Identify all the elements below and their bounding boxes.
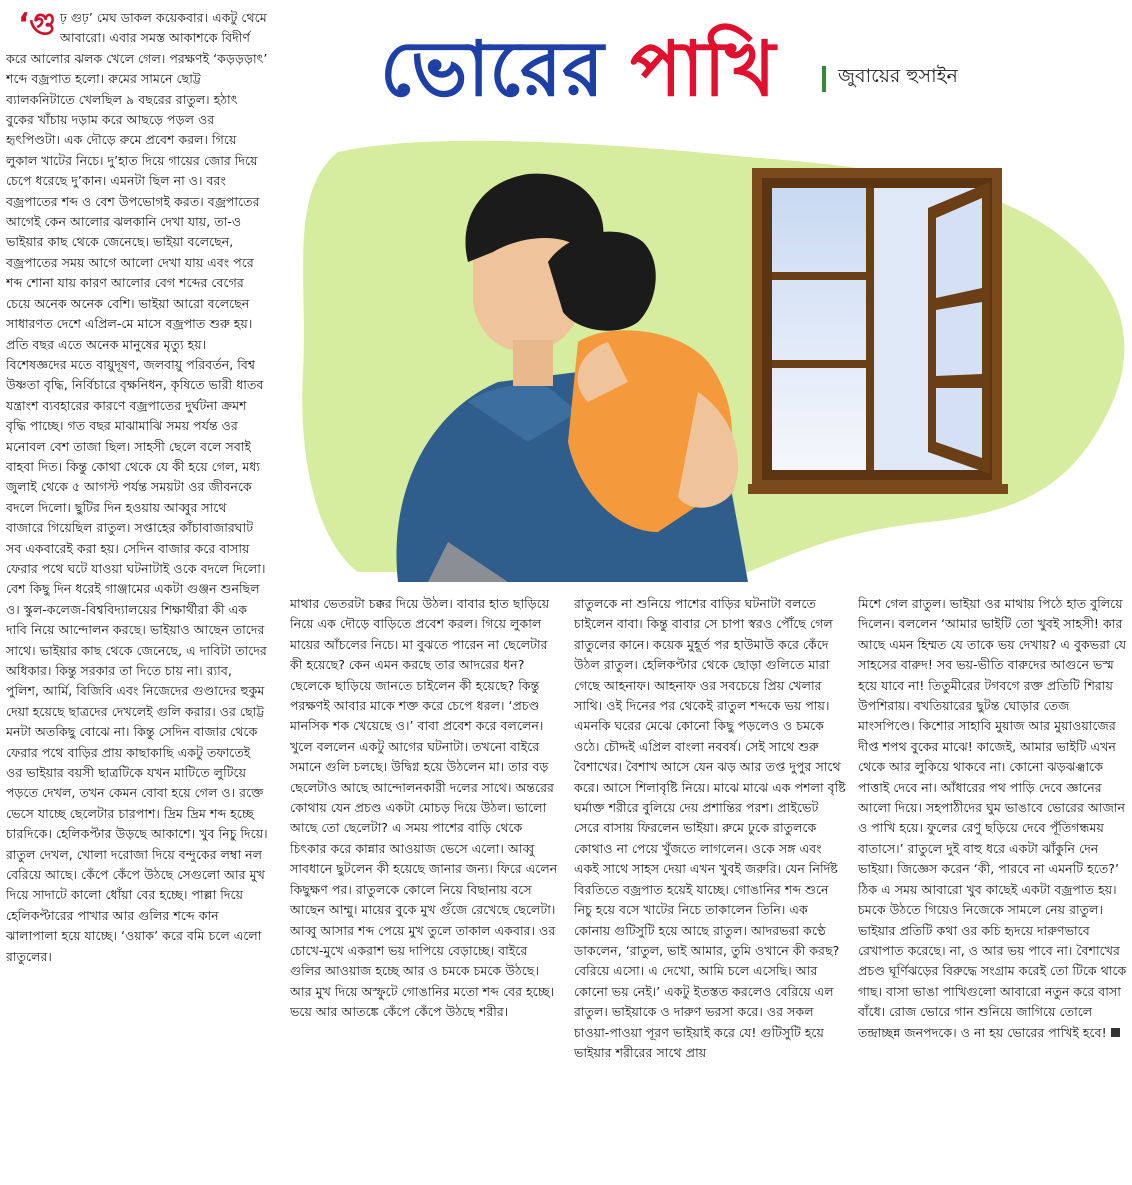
title-part-2: পাখি [630,24,776,113]
article-column-2: মাথার ভেতরটা চক্কর দিয়ে উঠল। বাবার হাত ছাড়িয়ে নিয়ে এক দৌড়ে বাড়িতে প্রবেশ করল। গিয়ে লুকাল মায়ের আঁচলের নিচে। মা বুঝতে পারেন না ছেলেটার কী হয়েছে? কেন এমন করছে তার আদরের ধন? ছেলেকে ছাড়িয়ে জানতে চাইলেন কী হয়েছে? কিন্তু পরক্ষণই আবার মাকে শক্ত করে চেপে ধরল। ‘প্রচণ্ড মানসিক শক খেয়েছে ও।’ বাবা প্রবেশ করে বললেন। খুলে বললেন একটু আগের ঘটনাটা। তখনো বাইরে সমানে গুলি চলছে। উদ্বিগ্ন হয়ে উঠলেন মা। তার বড় ছেলেটাও আছে আন্দোলনকারী দলের সাথে। অন্তরের কোথায় যেন প্রচণ্ড একটা মোচড় দিয়ে উঠল। ভালো আছে তো ছেলেটা? এ সময় পাশের বাড়ি থেকে চিৎকার করে কান্নার আওয়াজ ভেসে এলো। আব্বু সাবধানে ছুটলেন কী হয়েছে জানার জন্য। ফিরে এলেন কিছুক্ষণ পর। রাতুলকে কোলে নিয়ে বিছানায় বসে আছেন আম্মু। মায়ের বুকে মুখ গুঁজে রেখেছে ছেলেটা। আব্বু আসার শব্দ পেয়ে মুখ তুলে তাকাল একবার। ওর চোখে-মুখে একরাশ ভয় দাপিয়ে বেড়াচ্ছে। বাইরে গুলির আওয়াজ হচ্ছে আর ও চমকে চমকে উঠছে। আর মুখ দিয়ে অস্ফুটে গোঙানির মতো শব্দ বের হচ্ছে। ভয়ে আর আতঙ্কে কেঁপে কেঁপে উঠছে শরীর। [290,596,558,1020]
title-part-1: ভোরের [380,24,631,113]
article-column-1 [6,8,268,1180]
article-column-3: রাতুলকে না শুনিয়ে পাশের বাড়ির ঘটনাটা বলতে চাইলেন বাবা। কিন্তু বাবার সে চাপা স্বরও পৌঁছে গেল রাতুলের কানে। কয়েক মুহূর্ত পর হাউমাউ করে কেঁদে উঠল রাতুল। হেলিকপ্টার থেকে ছোড়া গুলিতে মারা গেছে আহনাফ। আহনাফ ওর সবচেয়ে প্রিয় খেলার সাথি। ওই দিনের পর থেকেই রাতুল শব্দকে ভয় পায়। এমনকি ঘরের মেঝে কোনো কিছু পড়লেও ও চমকে ওঠে। চৌদ্দই এপ্রিল বাংলা নববর্ষ। সেই সাথে শুরু বৈশাখের। বৈশাখ আসে যেন ঝড় আর তপ্ত দুপুর সাথে করে। আসে শিলাবৃষ্টি নিয়ে। মাঝে মাঝে এক পশলা বৃষ্টি ঘর্মাক্ত শরীরে বুলিয়ে দেয় প্রশান্তির পরশ। প্রাইভেট সেরে বাসায় ফিরলেন ভাইয়া। রুমে ঢুকে রাতুলকে কোথাও না পেয়ে খুঁজতে লাগলেন। ওকে সঙ্গ এবং একই সাথে সাহস দেয়া এখন খুবই জরুরি। যেন নির্দিষ্ট বিরতিতে বজ্রপাত হয়েই যাচ্ছে। গোঙানির শব্দ শুনে নিচু হয়ে বসে খাটের নিচে তাকালেন তিনি। এক কোনায় গুটিসুটি হয়ে আছে রাতুল। আদরভরা কণ্ঠে ডাকলেন, ‘রাতুল, ভাই আমার, তুমি ওখানে কী করছ? বেরিয়ে এসো। এ দেখো, আমি চলে এসেছি। আর কোনো ভয় নেই।’ একটু ইতস্তত করলেও বেরিয়ে এল রাতুল। ভাইয়াকে ও দারুণ ভরসা করে। ওর সকল চাওয়া-পাওয়া পূরণ ভাইয়াই করে যে! গুটিসুটি হয়ে ভাইয়ার শরীরের সাথে প্রায় [574,596,846,1060]
end-of-article-icon [1111,1028,1120,1037]
column-1-text: একটু থেমে আবারো। এবার সমস্ত আকাশকে বিদীর্ণ করে আলোর ঝলক খেলে গেল। পরক্ষণই ‘কড়ড়ড়াৎ’ শব্দে বজ্রপাত হলো। রুমের সামনে ছোট্ট ব্যালকনিটাতে খেলছিল ৯ বছরের রাতুল। হঠাৎ বুকের খাঁচায় দড়াম করে আছড়ে পড়ল ওর হৃৎপিণ্ডটা। এক দৌড়ে রুমে প্রবেশ করল। গিয়ে লুকাল খাটের নিচে। দু’হাত দিয়ে গায়ের জোর দিয়ে চেপে ধরেছে দু’কান। এমনটা ছিল না ও। বরং বজ্রপাতের শব্দ ও বেশ উপভোগই করত। বজ্রপাতের আগেই কেন আলোর ঝলকানি দেখা যায়, তা-ও ভাইয়ার কাছ থেকে জেনেছে। ভাইয়া বলেছেন, বজ্রপাতের সময় আগে আলো দেখা যায় এবং পরে শব্দ শোনা যায় কারণ আলোর বেগ শব্দের বেগের চেয়ে অনেক অনেক বেশি। ভাইয়া আরো বলেছেন সাধারণত দেশে এপ্রিল-মে মাসে বজ্রপাত শুরু হয়। প্রতি বছর এতে অনেক মানুষের মৃত্যু হয়। বিশেষজ্ঞদের মতে বায়ুদূষণ, জলবায়ু পরিবর্তন, বিশ্ব উষ্ণতা বৃদ্ধি, নির্বিচারে বৃক্ষনিধন, কৃষিতে ভারী ধাতব যন্ত্রাংশ ব্যবহারের কারণে বজ্রপাতের দুর্ঘটনা ক্রমশ বৃদ্ধি পাচ্ছে। গত বছর মাঝামাঝি সময় পর্যন্ত ওর মনোবল বেশ তাজা ছিল। সাহসী ছেলে বলে সবাই বাহবা দিত। কিন্তু কোথা থেকে যে কী হয়ে গেল, মধ্য জুলাই থেকে ৫ আগস্ট পর্যন্ত সময়টা ওর জীবনকে বদলে দিলো। ছুটির দিন হওয়ায় আব্বুর সাথে বাজারে গিয়েছিল রাতুল। সপ্তাহের কাঁচাবাজারঘাট সব একবারেই করা হয়। সেদিন বাজার করে বাসায় ফেরার পথে ঘটে যাওয়া ঘটনাটাই ওকে বদলে দিলো। বেশ কিছু দিন ধরেই গাঞ্জামের একটা গুঞ্জন শুনছিল ও। স্কুল-কলেজ-বিশ্ববিদ্যালয়ের শিক্ষার্থীরা কী এক দাবি নিয়ে আন্দোলন করছে। ভাইয়াও আছেন তাদের সাথে। ভাইয়ার কাছ থেকে জেনেছে, এ দাবিটা তাদের অধিকার। কিন্তু সরকার তা দিতে চায় না। র‍্যাব, পুলিশ, আর্মি, বিজিবি এবং নিজেদের গুণ্ডাদের হুকুম দেয়া হয়েছে ছাত্রদের দেখলেই গুলি করার। ওর ছোট্ট মনটা অতকিছু বোঝে না। কিন্তু সেদিন বাজার থেকে ফেরার পথে বাড়ির প্রায় কাছাকাছি একটু তফাতেই ওর ভাইয়ার বয়সী ছাত্রটিকে যখন মাটিতে লুটিয়ে পড়তে দেখল, তখন কেমন বোবা হয়ে গেল ও। রক্তে ভেসে যাচ্ছে ছেলেটার চারপাশ। দ্রিম দ্রিম শব্দ হচ্ছে চারদিকে। হেলিকপ্টার উড়ছে আকাশে। খুব নিচু দিয়ে। রাতুল দেখল, খোলা দরোজা দিয়ে বন্দুকের লম্বা নল বেরিয়ে আছে। কেঁপে কেঁপে উঠছে সেগুলো আর মুখ দিয়ে সাদাটে কালো ধোঁয়া বের হচ্ছে। পাল্লা দিয়ে হেলিকপ্টারের পাখার আর গুলির শব্দে কান ঝালাপালা হয়ে যাচ্ছে। ‘ওয়াক’ করে বমি চলে এলো রাতুলের। [6,10,268,964]
column-4-text: মিশে গেল রাতুল। ভাইয়া ওর মাথায় পিঠে হাত বুলিয়ে দিলেন। বললেন ‘আমার ভাইটি তো খুবই সাহসী! কার আছে এমন হিম্মত যে তাকে ভয় দেখায়? এ বুকভরা যে সাহসের বারুদ! সব ভয়-ভীতি বারুদের আগুনে ভস্ম হয়ে যাবে না! তিতুমীরের টগবগে রক্ত প্রতিটি শিরায় উপশিরায়। বখতিয়ারের ছুটন্ত ঘোড়ার তেজ মাংসপিণ্ডে। কিশোর সাহাবি মুয়াজ আর মুয়াওয়াজের দীপ্ত শপথ বুকের মাঝে! কাজেই, আমার ভাইটি এখন থেকে আর লুকিয়ে থাকবে না। কোনো ঝড়ঝঞ্ঝাকে পাত্তাই দেবে না। আঁধারের পথ পাড়ি দেবে জ্ঞানের আলো দিয়ে। সহপাঠীদের ঘুম ভাঙাবে ভোরের আজান ও পাখি হয়ে। ফুলের রেণু ছড়িয়ে দেবে পূঁতিগন্ধময় বাতাসে।’ রাতুলে দুই বাহু ধরে একটা ঝাঁকুনি দেন ভাইয়া। জিজ্ঞেস করেন ‘কী, পারবে না এমনটি হতে?’ ঠিক এ সময় আবারো খুব কাছেই একটা বজ্রপাত হয়। চমকে উঠতে গিয়েও নিজেকে সামলে নেয় রাতুল। ভাইয়ার প্রতিটি কথা ওর কচি হৃদয়ে দারুণভাবে রেখাপাত করেছে। না, ও আর ভয় পাবে না। বৈশাখের প্রচণ্ড ঘূর্ণিঝড়ের বিরুদ্ধে সংগ্রাম করেই তো টিকে থাকে গাছ। বাসা ভাঙা পাখিগুলো আবারো নতুন করে বাসা বাঁধে। রোজ ভোরে গান শুনিয়ে জাগিয়ে তোলে তন্দ্রাচ্ছন্ন জনপদকে। ও না হয় ভোরের পাখিই হবে! [858,596,1127,1040]
illustration-icon [278,112,1130,582]
article-column-4 [858,594,1128,1174]
column-1-first-line: ঢ় গুঢ়’ মেঘ ডাকল কয়েকবার। [60,10,209,25]
window-icon [748,168,1008,494]
byline-divider [822,66,826,92]
article-title [380,24,775,114]
dropcap: ‘গু [18,8,57,42]
author-byline: জুবায়ের হুসাইন [838,65,958,87]
